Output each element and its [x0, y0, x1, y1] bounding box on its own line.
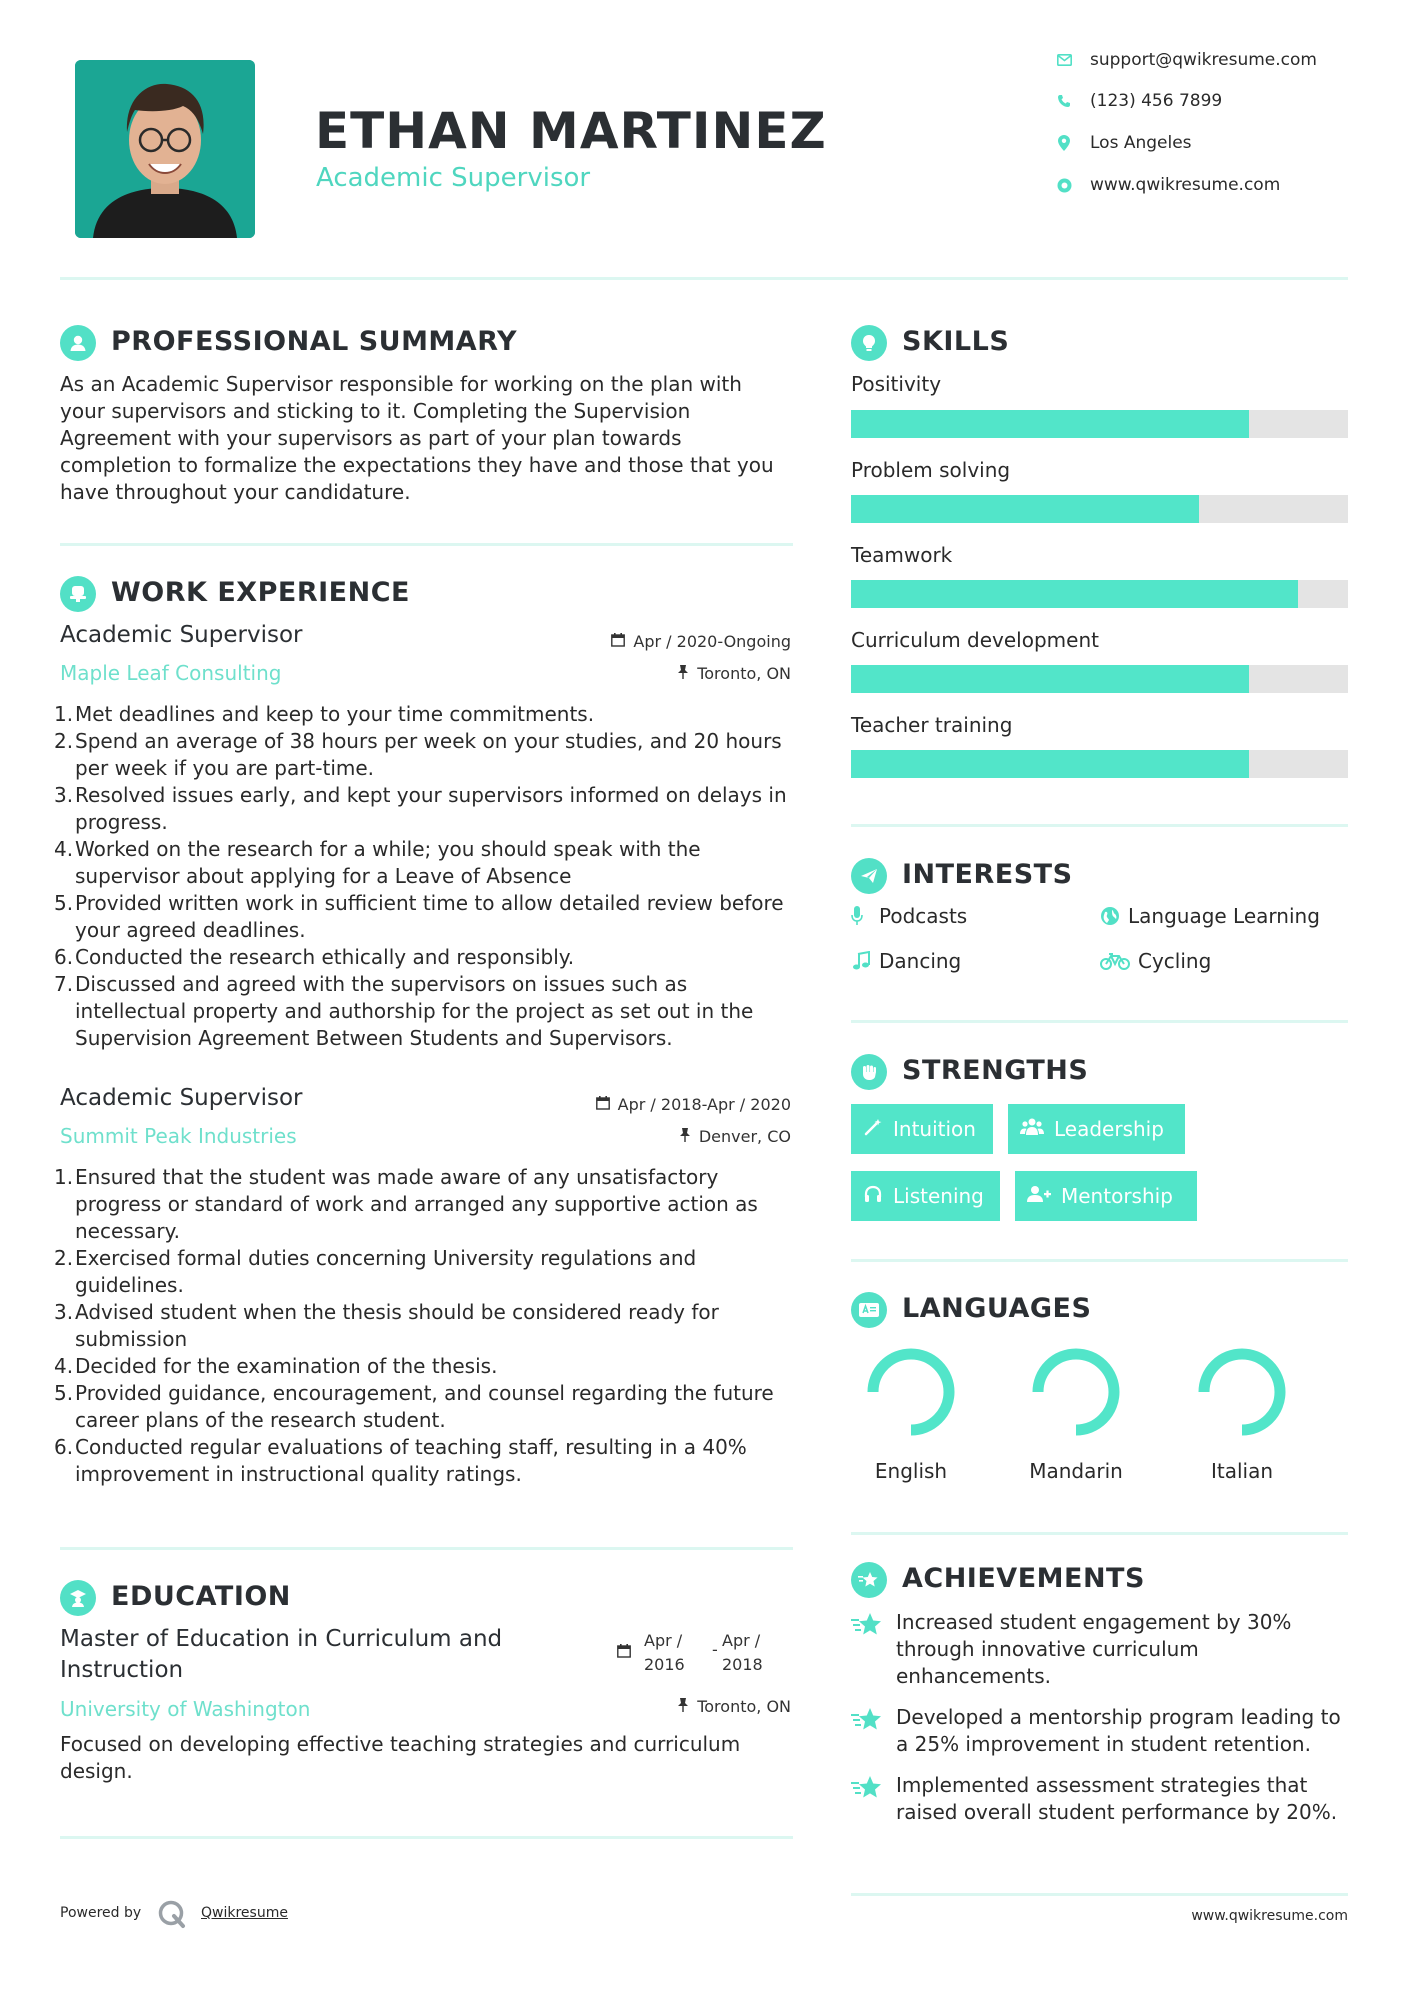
user-plus-icon	[1027, 1184, 1051, 1209]
strength-label: Mentorship	[1061, 1184, 1173, 1208]
list-item: 7. Discussed and agreed with the supervisors on issues such as intellectual property and authorship for the project as set out in the Supervision Agreement Between Students and Supervisors.	[54, 972, 754, 1050]
contact-location-text: Los Angeles	[1090, 133, 1192, 153]
pushpin-icon	[677, 664, 689, 683]
achievement-text: Increased student engagement by 30% through innovative curriculum enhancements.	[896, 1610, 1292, 1688]
list-item: 3. Resolved issues early, and kept your supervisors informed on delays in progress.	[54, 783, 787, 834]
skill-bar	[851, 750, 1348, 778]
music-note-icon	[851, 951, 879, 971]
interest-label: Language Learning	[1128, 904, 1320, 928]
skills-heading: SKILLS	[902, 326, 1010, 357]
profile-photo	[75, 60, 255, 238]
list-item: 4. Decided for the examination of the thesis.	[54, 1354, 498, 1378]
skill-label: Positivity	[851, 372, 942, 396]
skill-bar	[851, 580, 1348, 608]
language-ring-arc	[1038, 1354, 1114, 1430]
degree-line-1: Master of Education in Curriculum and	[60, 1626, 503, 1652]
school-name: University of Washington	[60, 1697, 311, 1721]
skill-bar-fill	[851, 750, 1249, 778]
strength-chip	[851, 1104, 993, 1154]
user-icon	[60, 325, 96, 361]
footer-url[interactable]: www.qwikresume.com	[1191, 1908, 1348, 1924]
contact-phone-text: (123) 456 7899	[1090, 91, 1223, 111]
list-item: 6. Conducted the research ethically and responsibly.	[54, 945, 575, 969]
strength-chip	[1015, 1171, 1197, 1221]
language-label: Italian	[1210, 1459, 1274, 1483]
pushpin-icon	[677, 1697, 689, 1716]
interests-divider	[851, 1020, 1348, 1023]
list-item: 6. Conducted regular evaluations of teaching staff, resulting in a 40% improvement in instructional quality ratings.	[54, 1435, 747, 1486]
edu-end-date: Apr / 2018	[722, 1631, 763, 1674]
skill-bar	[851, 495, 1348, 523]
list-item: 4. Worked on the research for a while; you should speak with the supervisor about applying for a Leave of Absence	[54, 837, 701, 888]
calendar-icon	[596, 1095, 610, 1114]
interest-item	[1100, 904, 1320, 928]
language-ring	[1204, 1354, 1280, 1430]
job-1-location	[677, 664, 791, 683]
achievement-text: Developed a mentorship program leading to a 25% improvement in student retention.	[896, 1705, 1341, 1756]
job-2-dates	[596, 1095, 791, 1114]
job-1-duties	[54, 701, 799, 1052]
languages-divider	[851, 1532, 1348, 1535]
job-2-location	[679, 1127, 791, 1146]
edu-start-date: Apr / 2016	[644, 1631, 685, 1674]
language-icon	[851, 1292, 887, 1328]
candidate-title: Academic Supervisor	[316, 163, 591, 193]
job-1-company: Maple Leaf Consulting	[60, 661, 282, 685]
edu-location	[677, 1697, 791, 1716]
list-item: 3. Advised student when the thesis should be considered ready for submission	[54, 1300, 719, 1351]
interest-label: Dancing	[879, 949, 962, 973]
skill-bar	[851, 410, 1348, 438]
graduate-icon	[60, 1580, 96, 1616]
skill-bar	[851, 665, 1348, 693]
list-item: 1. Ensured that the student was made aware of any unsatisfactory progress or standard of work and arranged any supportive action as necessary.	[54, 1165, 758, 1243]
summary-heading: PROFESSIONAL SUMMARY	[111, 326, 518, 357]
globe-icon	[1100, 906, 1128, 926]
strength-chip	[1008, 1104, 1185, 1154]
powered-by-label: Powered by	[60, 1905, 142, 1921]
brand-link[interactable]: Qwikresume	[201, 1905, 288, 1921]
star-icon	[851, 1706, 885, 1736]
job-2-location-text: Denver, CO	[698, 1127, 791, 1146]
calendar-icon	[611, 632, 625, 651]
achievement-text: Implemented assessment strategies that raised overall student performance by 20%.	[896, 1773, 1338, 1824]
language-ring-arc	[873, 1354, 949, 1430]
job-2-title: Academic Supervisor	[60, 1085, 303, 1111]
contact-email-text: support@qwikresume.com	[1090, 50, 1317, 70]
envelope-icon	[1056, 52, 1072, 68]
interest-item	[851, 904, 967, 928]
interests-heading: INTERESTS	[902, 859, 1073, 890]
language-ring-arc	[1204, 1354, 1280, 1430]
list-item: 1. Met deadlines and keep to your time commitments.	[54, 702, 595, 726]
trophy-icon	[851, 1562, 887, 1598]
summary-text: As an Academic Supervisor responsible for working on the plan with your supervisors and sticking to it. Completing the Supervision Agreement with your supervisors as part of your plan towards completion to formalize the expectations they have and those that you have throughout your candidature.	[60, 372, 774, 504]
job-2-duties	[54, 1164, 799, 1488]
job-1-dates	[611, 632, 791, 651]
job-1-title: Academic Supervisor	[60, 622, 303, 648]
language-label: English	[874, 1459, 948, 1483]
header-divider	[60, 277, 1348, 280]
strength-label: Leadership	[1054, 1117, 1164, 1141]
list-item: 5. Provided written work in sufficient time to allow detailed review before your agreed deadlines.	[54, 891, 784, 942]
strength-label: Listening	[893, 1184, 984, 1208]
list-item: 2. Spend an average of 38 hours per week on your studies, and 20 hours per week if you are part-time.	[54, 729, 782, 780]
magic-wand-icon	[863, 1117, 883, 1142]
edu-location-text: Toronto, ON	[697, 1697, 791, 1716]
language-ring	[873, 1354, 949, 1430]
education-description: Focused on developing effective teaching strategies and curriculum design.	[60, 1732, 741, 1783]
job-2-company: Summit Peak Industries	[60, 1124, 297, 1148]
interest-item	[851, 949, 961, 973]
skill-label: Curriculum development	[851, 628, 1099, 652]
job-1-dates-text: Apr / 2020-Ongoing	[633, 632, 791, 651]
strengths-divider	[851, 1259, 1348, 1262]
work-divider	[60, 1547, 793, 1550]
achievements-divider	[851, 1893, 1348, 1896]
skill-label: Teamwork	[851, 543, 953, 567]
interest-label: Cycling	[1138, 949, 1212, 973]
skills-divider	[851, 824, 1348, 827]
education-heading: EDUCATION	[111, 1581, 291, 1612]
skill-bar-fill	[851, 495, 1199, 523]
achievements-heading: ACHIEVEMENTS	[902, 1563, 1145, 1594]
pushpin-icon	[679, 1127, 691, 1146]
skill-bar-fill	[851, 580, 1298, 608]
job-2-dates-text: Apr / 2018-Apr / 2020	[617, 1095, 791, 1114]
language-label: Mandarin	[1029, 1459, 1123, 1483]
job-1-location-text: Toronto, ON	[697, 664, 791, 683]
education-divider	[60, 1836, 793, 1839]
skill-bar-fill	[851, 665, 1249, 693]
strength-chip	[851, 1171, 1000, 1221]
degree-line-2: Instruction	[60, 1657, 184, 1683]
list-item: 5. Provided guidance, encouragement, and counsel regarding the future career plans of the research student.	[54, 1381, 774, 1432]
briefcase-icon	[60, 576, 96, 612]
language-rings	[851, 1340, 1348, 1445]
headphones-icon	[863, 1184, 883, 1209]
lightbulb-icon	[851, 325, 887, 361]
star-icon	[851, 1611, 885, 1641]
language-ring	[1038, 1354, 1114, 1430]
strengths-heading: STRENGTHS	[902, 1055, 1089, 1086]
skill-label: Teacher training	[851, 713, 1013, 737]
qwikresume-logo-icon	[157, 1899, 187, 1933]
summary-divider	[60, 543, 793, 546]
list-item: 2. Exercised formal duties concerning University regulations and guidelines.	[54, 1246, 697, 1297]
globe-icon	[1056, 177, 1072, 193]
phone-icon	[1056, 93, 1072, 109]
skill-bar-fill	[851, 410, 1249, 438]
strength-label: Intuition	[893, 1117, 976, 1141]
fist-icon	[851, 1054, 887, 1090]
paper-plane-icon	[851, 858, 887, 894]
skill-label: Problem solving	[851, 458, 1011, 482]
calendar-icon	[617, 1643, 631, 1662]
interest-label: Podcasts	[879, 904, 968, 928]
map-pin-icon	[1056, 135, 1072, 151]
languages-heading: LANGUAGES	[902, 1293, 1092, 1324]
users-icon	[1020, 1117, 1044, 1142]
star-icon	[851, 1774, 885, 1804]
candidate-name: ETHAN MARTINEZ	[315, 102, 827, 160]
work-heading: WORK EXPERIENCE	[111, 577, 410, 608]
microphone-icon	[851, 906, 879, 926]
edu-date-separator: -	[712, 1640, 718, 1659]
interest-item	[1100, 949, 1211, 973]
bicycle-icon	[1100, 952, 1138, 970]
contact-website-text: www.qwikresume.com	[1090, 175, 1281, 195]
